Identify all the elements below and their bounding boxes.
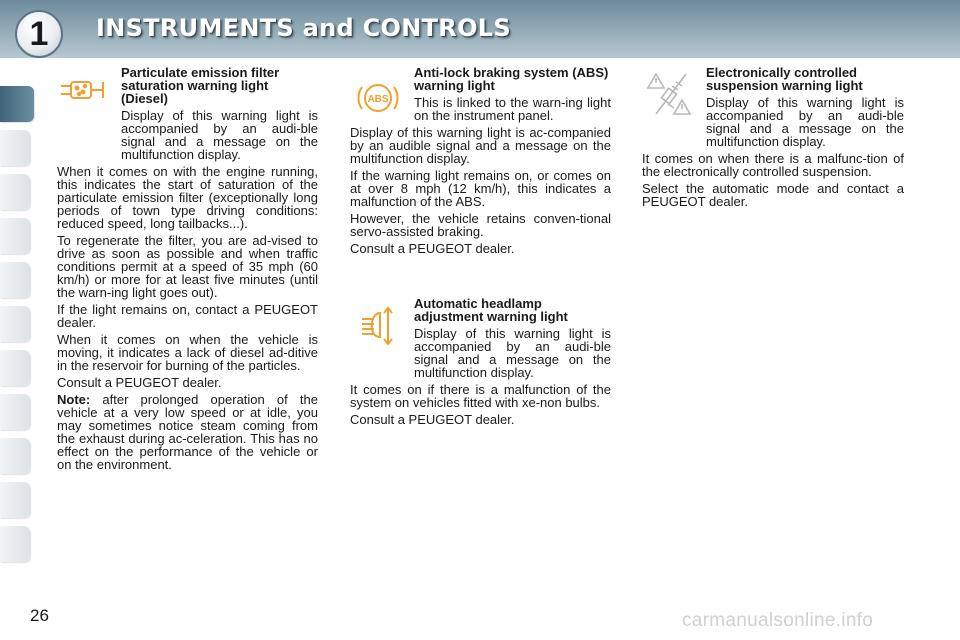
suspension-header (706, 66, 904, 148)
section-intro: Display of this warning light is accompanied by an audi-ble signal and a message on the multifunction display. (414, 326, 611, 380)
chapter-tab-3[interactable] (0, 174, 30, 210)
middle-column (350, 66, 611, 430)
paragraph: Display of this warning light is ac-companied by an audible signal and a message on the multifunction display. (350, 125, 611, 166)
paragraph: If the light remains on, contact a PEUGEOT dealer. (57, 302, 318, 330)
chapter-tab-5[interactable] (0, 262, 30, 298)
watermark: carmanualsonline.info (682, 610, 874, 631)
page-title: INSTRUMENTS and CONTROLS (96, 14, 511, 42)
note-label: Note: (57, 392, 91, 407)
chapter-tab-2[interactable] (0, 130, 30, 166)
chapter-tab-8[interactable] (0, 394, 30, 430)
headlamp-section (350, 297, 611, 426)
right-column (642, 66, 904, 212)
paragraph: It comes on if there is a malfunction of the system on vehicles fitted with xe-non bulbs. (350, 382, 611, 410)
section-title: Particulate emission filter saturation warning light (Diesel) (121, 65, 280, 106)
paragraph: To regenerate the filter, you are ad-vised to drive as soon as possible and when traffic conditions permit at a speed of 35 mph (60 km/h) or more for at least five minutes (until the warn-ing light goes out). (57, 233, 318, 300)
chapter-tab-10[interactable] (0, 482, 30, 518)
note-text: after prolonged operation of the vehicle at a very low speed or at idle, you may sometimes notice steam coming from the exhaust during ac-celeration. This has no effect on the performance of the vehicle or on the environment. (57, 392, 318, 472)
section-intro: This is linked to the warn-ing light on the instrument panel. (414, 95, 611, 123)
chapter-tab-11[interactable] (0, 526, 30, 562)
suspension-warning-icon (642, 70, 698, 126)
section-title: Automatic headlamp adjustment warning light (414, 296, 568, 324)
headlamp-adjustment-icon (350, 303, 406, 359)
chapter-number-badge: 1 (15, 10, 63, 58)
page-number: 26 (30, 606, 49, 625)
section-intro: Display of this warning light is accompanied by an audi-ble signal and a message on the multifunction display. (706, 95, 904, 149)
chapter-tab-7[interactable] (0, 350, 30, 386)
paragraph: Consult a PEUGEOT dealer. (350, 241, 515, 256)
paragraph: Select the automatic mode and contact a PEUGEOT dealer. (642, 181, 904, 209)
section-title: Electronically controlled suspension warning light (706, 65, 863, 93)
particulate-filter-icon (57, 72, 113, 128)
headlamp-header (414, 297, 611, 379)
paragraph: It comes on when there is a malfunc-tion of the electronically controlled suspension. (642, 151, 904, 179)
chapter-tab-1[interactable] (0, 86, 34, 122)
paragraph: However, the vehicle retains conven-tional servo-assisted braking. (350, 211, 611, 239)
abs-header (414, 66, 611, 122)
section-intro: Display of this warning light is accompanied by an audi-ble signal and a message on the multifunction display. (121, 108, 318, 162)
note-paragraph (57, 393, 318, 471)
chapter-tabs (0, 64, 32, 576)
chapter-tab-9[interactable] (0, 438, 30, 474)
particulate-filter-header (121, 66, 318, 161)
paragraph: Consult a PEUGEOT dealer. (350, 412, 515, 427)
suspension-section (642, 66, 904, 208)
abs-warning-icon (350, 76, 406, 132)
chapter-tab-6[interactable] (0, 306, 30, 342)
paragraph: Consult a PEUGEOT dealer. (57, 375, 222, 390)
left-column (57, 66, 318, 475)
section-title: Anti-lock braking system (ABS) warning light (414, 65, 609, 93)
paragraph: When it comes on with the engine running, this indicates the start of saturation of the particulate emission filter (exceptionally long periods of town type driving conditions: reduced speed, long tailbacks...). (57, 164, 318, 231)
paragraph: If the warning light remains on, or comes on at over 8 mph (12 km/h), this indicates a malfunction of the ABS. (350, 168, 611, 209)
abs-icon-label: ABS (367, 94, 389, 105)
particulate-filter-section (57, 66, 318, 471)
paragraph: When it comes on when the vehicle is moving, it indicates a lack of diesel ad-ditive in the reservoir for burning of the particles. (57, 332, 318, 373)
header-bar (0, 0, 960, 58)
chapter-tab-4[interactable] (0, 218, 30, 254)
abs-section (350, 66, 611, 255)
